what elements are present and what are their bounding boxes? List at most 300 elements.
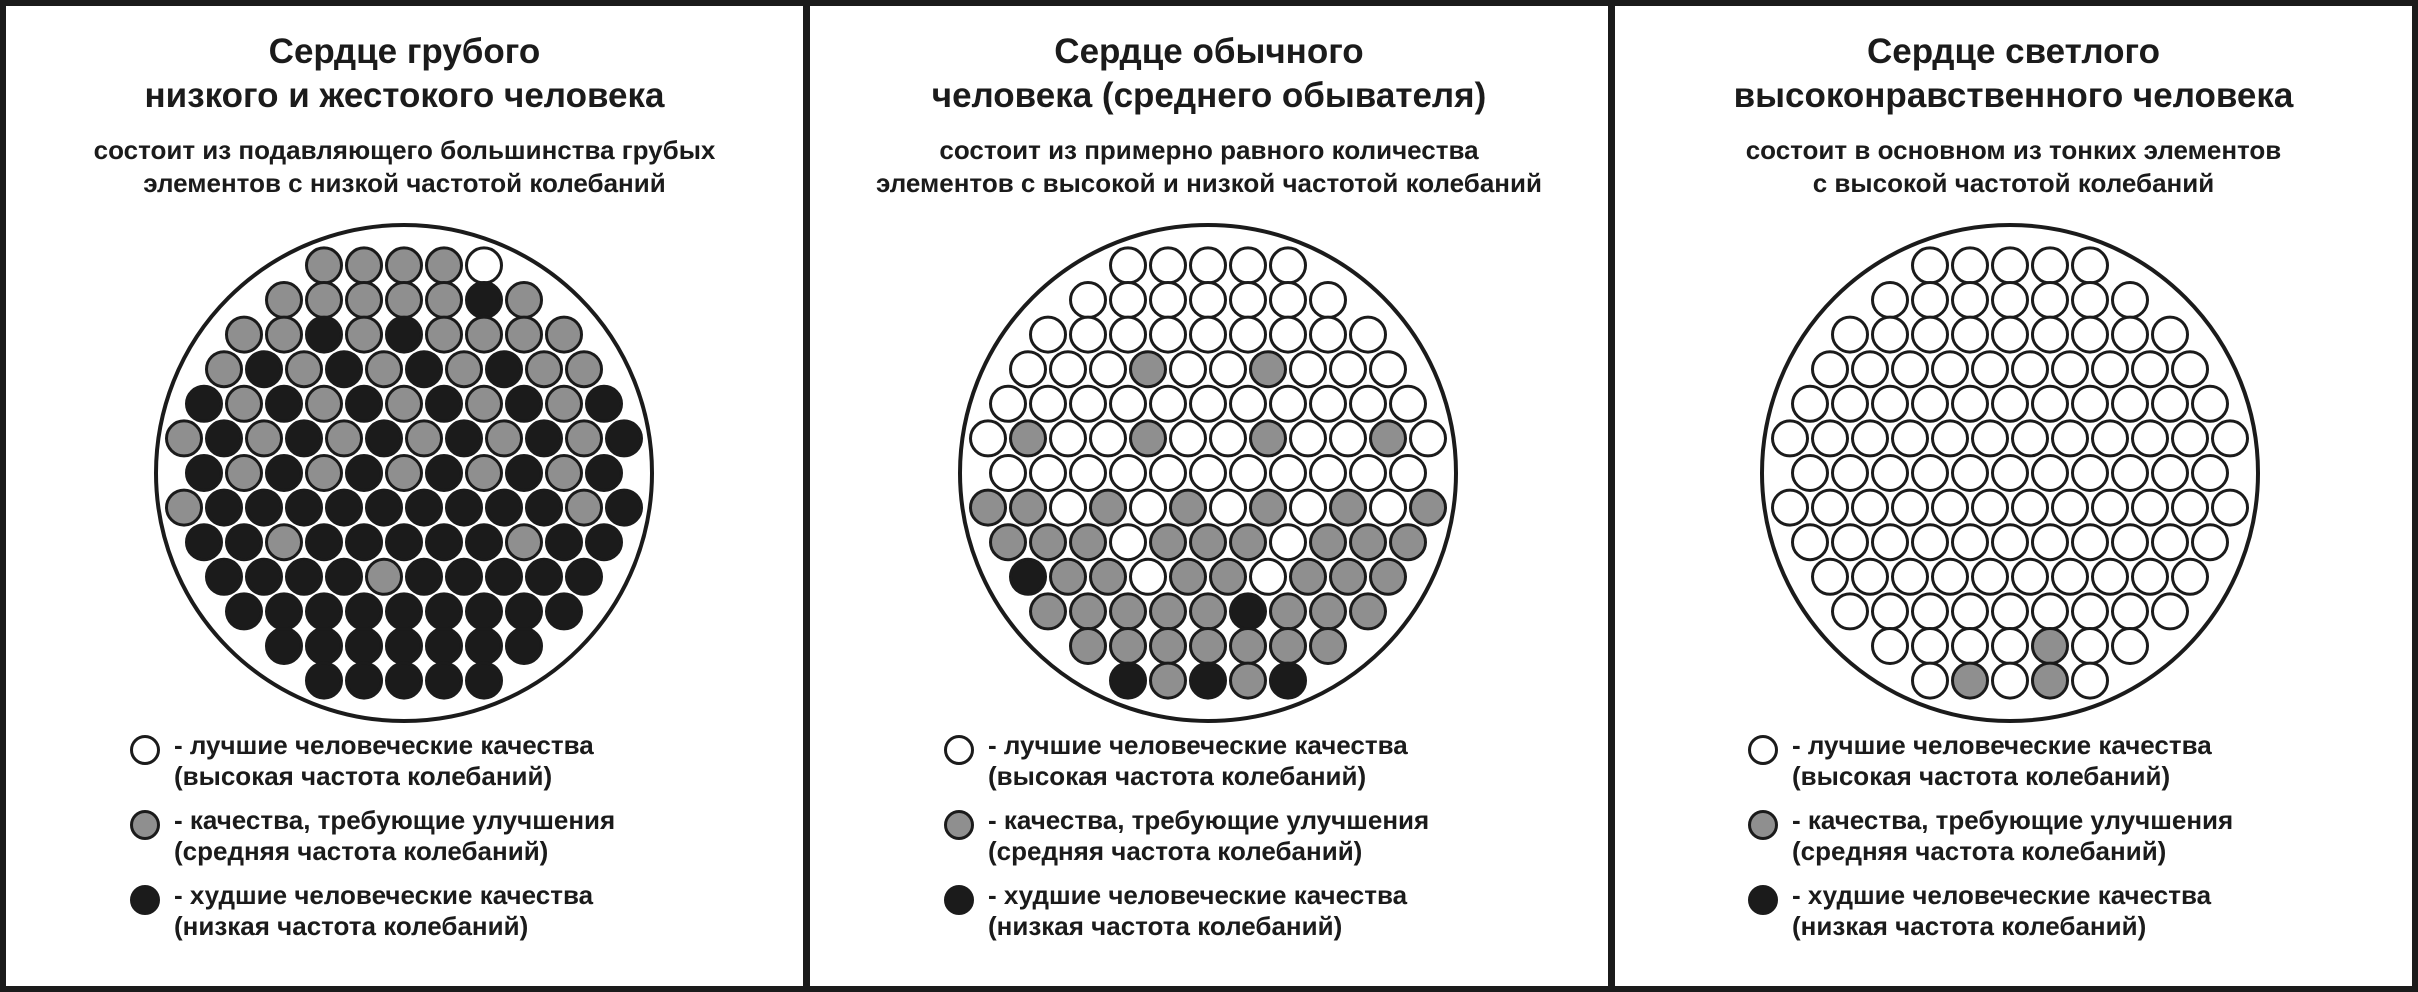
black-cell (267, 456, 302, 491)
gray-cell (1051, 559, 1086, 594)
white-cell (2213, 421, 2248, 456)
panel-title (6, 30, 803, 118)
white-cell (2033, 248, 2068, 283)
white-cell (1271, 248, 1306, 283)
white-cell (1933, 490, 1968, 525)
white-cell (1251, 559, 1286, 594)
gray-cell (1271, 629, 1306, 664)
legend-line: - лучшие человеческие качества (174, 730, 594, 760)
black-cell (467, 663, 502, 698)
white-cell (2073, 456, 2108, 491)
gray-cell (1271, 594, 1306, 629)
white-cell (1893, 352, 1928, 387)
gray-cell (527, 352, 562, 387)
gray-cell (1311, 594, 1346, 629)
white-cell (1411, 421, 1446, 456)
white-cell (1271, 386, 1306, 421)
gray-cell (407, 421, 442, 456)
gray-cell (367, 352, 402, 387)
subtitle-line-1: состоит из примерно равного количества (939, 135, 1479, 165)
black-cell (587, 386, 622, 421)
gray-cell (1091, 559, 1126, 594)
gray-cell (1071, 629, 1106, 664)
black-cell (287, 421, 322, 456)
white-cell (2073, 525, 2108, 560)
white-cell (1893, 559, 1928, 594)
gray-cell (367, 559, 402, 594)
heart-circle (149, 218, 659, 728)
black-cell (387, 525, 422, 560)
black-cell (207, 559, 242, 594)
white-cell (2033, 386, 2068, 421)
white-cell (1833, 594, 1868, 629)
white-cell (1291, 490, 1326, 525)
white-circle-icon (1748, 735, 1778, 765)
white-cell (1391, 456, 1426, 491)
gray-circle-icon (130, 810, 160, 840)
white-cell (1913, 248, 1948, 283)
black-cell (347, 525, 382, 560)
black-cell (387, 663, 422, 698)
black-cell (387, 317, 422, 352)
white-cell (1833, 525, 1868, 560)
gray-cell (247, 421, 282, 456)
white-cell (2073, 317, 2108, 352)
black-cell (607, 490, 642, 525)
white-cell (1913, 629, 1948, 664)
black-cell (567, 559, 602, 594)
white-cell (1311, 456, 1346, 491)
gray-cell (427, 317, 462, 352)
title-line-1: Сердце светлого (1866, 32, 2161, 71)
legend-text (988, 730, 1408, 792)
legend-line: - качества, требующие улучшения (174, 805, 616, 835)
white-cell (1853, 559, 1888, 594)
white-cell (2113, 317, 2148, 352)
gray-cell (2033, 663, 2068, 698)
white-cell (2073, 386, 2108, 421)
white-cell (1813, 559, 1848, 594)
white-cell (1973, 421, 2008, 456)
heart-cells-diagram (1755, 218, 2265, 728)
white-cell (1071, 283, 1106, 318)
white-cell (2153, 525, 2188, 560)
black-circle-icon (1748, 885, 1778, 915)
gray-cell (507, 283, 542, 318)
white-cell (2113, 283, 2148, 318)
gray-cell (1231, 663, 1266, 698)
white-cell (1151, 283, 1186, 318)
black-cell (347, 456, 382, 491)
white-cell (1953, 456, 1988, 491)
gray-circle-icon (944, 810, 974, 840)
white-cell (1793, 456, 1828, 491)
white-cell (1873, 283, 1908, 318)
gray-cell (447, 352, 482, 387)
panel-subtitle (1615, 134, 2412, 200)
heart-cells-diagram (953, 218, 1463, 728)
white-cell (1973, 559, 2008, 594)
black-cell (1231, 594, 1266, 629)
white-cell (2113, 629, 2148, 664)
white-cell (1913, 386, 1948, 421)
gray-cell (1131, 352, 1166, 387)
white-cell (2053, 490, 2088, 525)
white-cell (2033, 283, 2068, 318)
black-cell (367, 490, 402, 525)
black-cell (187, 525, 222, 560)
gray-cell (991, 525, 1026, 560)
legend-text (174, 730, 594, 792)
gray-cell (547, 456, 582, 491)
gray-cell (1311, 629, 1346, 664)
subtitle-line-1: состоит из подавляющего большинства грубых (93, 135, 716, 165)
white-cell (1231, 248, 1266, 283)
white-cell (2073, 594, 2108, 629)
white-cell (991, 386, 1026, 421)
black-cell (347, 594, 382, 629)
white-cell (1873, 594, 1908, 629)
white-cell (1311, 283, 1346, 318)
gray-cell (1171, 490, 1206, 525)
black-cell (527, 421, 562, 456)
white-cell (1833, 456, 1868, 491)
white-cell (1853, 490, 1888, 525)
gray-cell (1151, 525, 1186, 560)
heart-circle (953, 218, 1463, 728)
legend-text (988, 880, 1407, 942)
gray-cell (1331, 559, 1366, 594)
gray-cell (1131, 421, 1166, 456)
white-cell (1933, 559, 1968, 594)
black-cell (267, 594, 302, 629)
gray-cell (1953, 663, 1988, 698)
black-cell (267, 629, 302, 664)
legend-line: - худшие человеческие качества (988, 880, 1408, 910)
black-cell (407, 352, 442, 387)
white-cell (1873, 386, 1908, 421)
legend-line: - лучшие человеческие качества (988, 730, 1408, 760)
gray-cell (1011, 490, 1046, 525)
legend-text (988, 805, 1429, 867)
gray-cell (1111, 594, 1146, 629)
white-cell (2133, 421, 2168, 456)
white-cell (1993, 663, 2028, 698)
white-cell (2153, 317, 2188, 352)
legend-line: - качества, требующие улучшения (1792, 805, 2234, 835)
white-cell (1853, 352, 1888, 387)
white-cell (1151, 317, 1186, 352)
white-cell (2033, 594, 2068, 629)
white-cell (1993, 456, 2028, 491)
white-cell (1913, 456, 1948, 491)
black-cell (427, 456, 462, 491)
gray-cell (227, 317, 262, 352)
black-cell (1111, 663, 1146, 698)
black-cell (307, 629, 342, 664)
white-cell (1291, 352, 1326, 387)
white-cell (1813, 490, 1848, 525)
white-cell (2133, 352, 2168, 387)
gray-cell (1171, 559, 1206, 594)
gray-cell (487, 421, 522, 456)
legend-line: (низкая частота колебаний) (988, 911, 1343, 941)
white-cell (2073, 663, 2108, 698)
white-cell (1913, 317, 1948, 352)
black-cell (427, 594, 462, 629)
white-cell (1111, 317, 1146, 352)
white-cell (1793, 525, 1828, 560)
white-cell (2093, 421, 2128, 456)
panel-title (1615, 30, 2412, 118)
panel-title (810, 30, 1608, 118)
white-cell (2113, 456, 2148, 491)
subtitle-line-2: элементов с высокой и низкой частотой колебаний (876, 168, 1542, 198)
black-cell (467, 283, 502, 318)
black-cell (527, 490, 562, 525)
black-circle-icon (944, 885, 974, 915)
gray-cell (567, 421, 602, 456)
white-cell (1231, 283, 1266, 318)
white-cell (1151, 386, 1186, 421)
white-cell (1873, 525, 1908, 560)
white-cell (2033, 456, 2068, 491)
white-cell (1171, 352, 1206, 387)
black-cell (427, 525, 462, 560)
panel-divider-2 (1608, 0, 1615, 992)
legend-line: - качества, требующие улучшения (988, 805, 1430, 835)
gray-cell (1031, 594, 1066, 629)
legend-line: (низкая частота колебаний) (1792, 911, 2147, 941)
gray-cell (1191, 629, 1226, 664)
gray-cell (307, 386, 342, 421)
legend-line: - лучшие человеческие качества (1792, 730, 2212, 760)
legend-line: (низкая частота колебаний) (174, 911, 529, 941)
white-cell (2073, 248, 2108, 283)
black-cell (507, 594, 542, 629)
white-cell (1091, 421, 1126, 456)
white-cell (1131, 559, 1166, 594)
black-cell (367, 421, 402, 456)
white-cell (2153, 594, 2188, 629)
white-cell (1111, 283, 1146, 318)
white-cell (1773, 490, 1808, 525)
white-cell (1231, 456, 1266, 491)
black-cell (307, 525, 342, 560)
white-cell (1953, 317, 1988, 352)
gray-cell (167, 421, 202, 456)
title-line-2: высоконравственного человека (1733, 76, 2294, 115)
white-cell (1231, 317, 1266, 352)
white-cell (1913, 663, 1948, 698)
white-cell (1913, 283, 1948, 318)
white-cell (1111, 525, 1146, 560)
white-cell (1151, 248, 1186, 283)
black-cell (407, 559, 442, 594)
white-cell (1813, 352, 1848, 387)
white-cell (1031, 317, 1066, 352)
legend-text (174, 805, 615, 867)
title-line-2: человека (среднего обывателя) (931, 76, 1487, 115)
white-cell (1813, 421, 1848, 456)
gray-cell (547, 317, 582, 352)
gray-cell (1331, 490, 1366, 525)
gray-cell (347, 283, 382, 318)
white-cell (1371, 490, 1406, 525)
white-cell (2193, 456, 2228, 491)
white-cell (2053, 559, 2088, 594)
white-cell (1993, 283, 2028, 318)
panel-subtitle (810, 134, 1608, 200)
white-cell (1953, 248, 1988, 283)
legend-text (1792, 805, 2233, 867)
white-cell (1391, 386, 1426, 421)
white-cell (2053, 421, 2088, 456)
white-cell (2113, 525, 2148, 560)
white-cell (1893, 490, 1928, 525)
gray-cell (1371, 559, 1406, 594)
black-cell (307, 317, 342, 352)
white-cell (1953, 629, 1988, 664)
white-cell (2093, 352, 2128, 387)
white-cell (1011, 352, 1046, 387)
black-cell (347, 663, 382, 698)
white-cell (1111, 456, 1146, 491)
gray-cell (307, 456, 342, 491)
white-cell (1171, 421, 1206, 456)
gray-cell (347, 248, 382, 283)
white-cell (2073, 283, 2108, 318)
white-cell (2173, 421, 2208, 456)
legend-text (1792, 730, 2212, 792)
black-cell (467, 594, 502, 629)
heart-circle (1755, 218, 2265, 728)
white-cell (1191, 248, 1226, 283)
white-cell (1191, 386, 1226, 421)
gray-cell (327, 421, 362, 456)
white-cell (2213, 490, 2248, 525)
white-cell (2113, 386, 2148, 421)
white-cell (1071, 317, 1106, 352)
gray-cell (1191, 594, 1226, 629)
subtitle-line-2: с высокой частотой колебаний (1812, 168, 2215, 198)
white-cell (2053, 352, 2088, 387)
white-cell (1351, 317, 1386, 352)
legend-line: (средняя частота колебаний) (1792, 836, 2167, 866)
legend-line: (средняя частота колебаний) (174, 836, 549, 866)
white-cell (1091, 352, 1126, 387)
gray-cell (467, 386, 502, 421)
white-cell (1191, 317, 1226, 352)
white-cell (1211, 352, 1246, 387)
white-cell (1111, 386, 1146, 421)
gray-cell (427, 283, 462, 318)
legend-text (174, 880, 593, 942)
gray-cell (287, 352, 322, 387)
gray-cell (1411, 490, 1446, 525)
white-cell (1051, 352, 1086, 387)
white-cell (1993, 386, 2028, 421)
legend-line: - худшие человеческие качества (174, 880, 594, 910)
white-cell (1191, 283, 1226, 318)
white-cell (2133, 559, 2168, 594)
panel-subtitle (6, 134, 803, 200)
gray-cell (1071, 594, 1106, 629)
white-cell (1191, 456, 1226, 491)
white-cell (2193, 525, 2228, 560)
white-cell (1873, 629, 1908, 664)
subtitle-line-2: элементов с низкой частотой колебаний (143, 168, 666, 198)
white-cell (1873, 456, 1908, 491)
gray-cell (1291, 559, 1326, 594)
white-cell (1873, 317, 1908, 352)
black-cell (447, 421, 482, 456)
black-cell (387, 594, 422, 629)
gray-cell (1091, 490, 1126, 525)
white-cell (1833, 317, 1868, 352)
white-cell (1211, 490, 1246, 525)
white-cell (1051, 421, 1086, 456)
white-cell (467, 248, 502, 283)
white-cell (2033, 317, 2068, 352)
white-cell (2133, 490, 2168, 525)
legend-line: (высокая частота колебаний) (1792, 761, 2171, 791)
gray-cell (1231, 525, 1266, 560)
black-circle-icon (130, 885, 160, 915)
black-cell (427, 386, 462, 421)
white-circle-icon (944, 735, 974, 765)
white-cell (1331, 352, 1366, 387)
white-cell (2013, 559, 2048, 594)
title-line-1: Сердце грубого (268, 32, 541, 71)
gray-cell (1351, 525, 1386, 560)
white-cell (1311, 317, 1346, 352)
white-circle-icon (130, 735, 160, 765)
white-cell (1271, 456, 1306, 491)
white-cell (1031, 386, 1066, 421)
white-cell (1331, 421, 1366, 456)
white-cell (1993, 248, 2028, 283)
gray-circle-icon (1748, 810, 1778, 840)
black-cell (227, 594, 262, 629)
white-cell (1051, 490, 1086, 525)
black-cell (247, 559, 282, 594)
white-cell (1371, 352, 1406, 387)
title-line-2: низкого и жестокого человека (144, 76, 665, 115)
white-cell (971, 421, 1006, 456)
white-cell (1953, 386, 1988, 421)
gray-cell (1231, 629, 1266, 664)
white-cell (1893, 421, 1928, 456)
black-cell (207, 421, 242, 456)
gray-cell (267, 525, 302, 560)
gray-cell (1311, 525, 1346, 560)
black-cell (1271, 663, 1306, 698)
gray-cell (1251, 421, 1286, 456)
title-line-1: Сердце обычного (1054, 32, 1364, 71)
panel-bright-heart (1615, 0, 2412, 992)
white-cell (2173, 559, 2208, 594)
black-cell (1011, 559, 1046, 594)
gray-cell (467, 317, 502, 352)
white-cell (2193, 386, 2228, 421)
gray-cell (1251, 352, 1286, 387)
black-cell (427, 663, 462, 698)
gray-cell (227, 456, 262, 491)
black-cell (507, 456, 542, 491)
gray-cell (1031, 525, 1066, 560)
white-cell (1973, 352, 2008, 387)
